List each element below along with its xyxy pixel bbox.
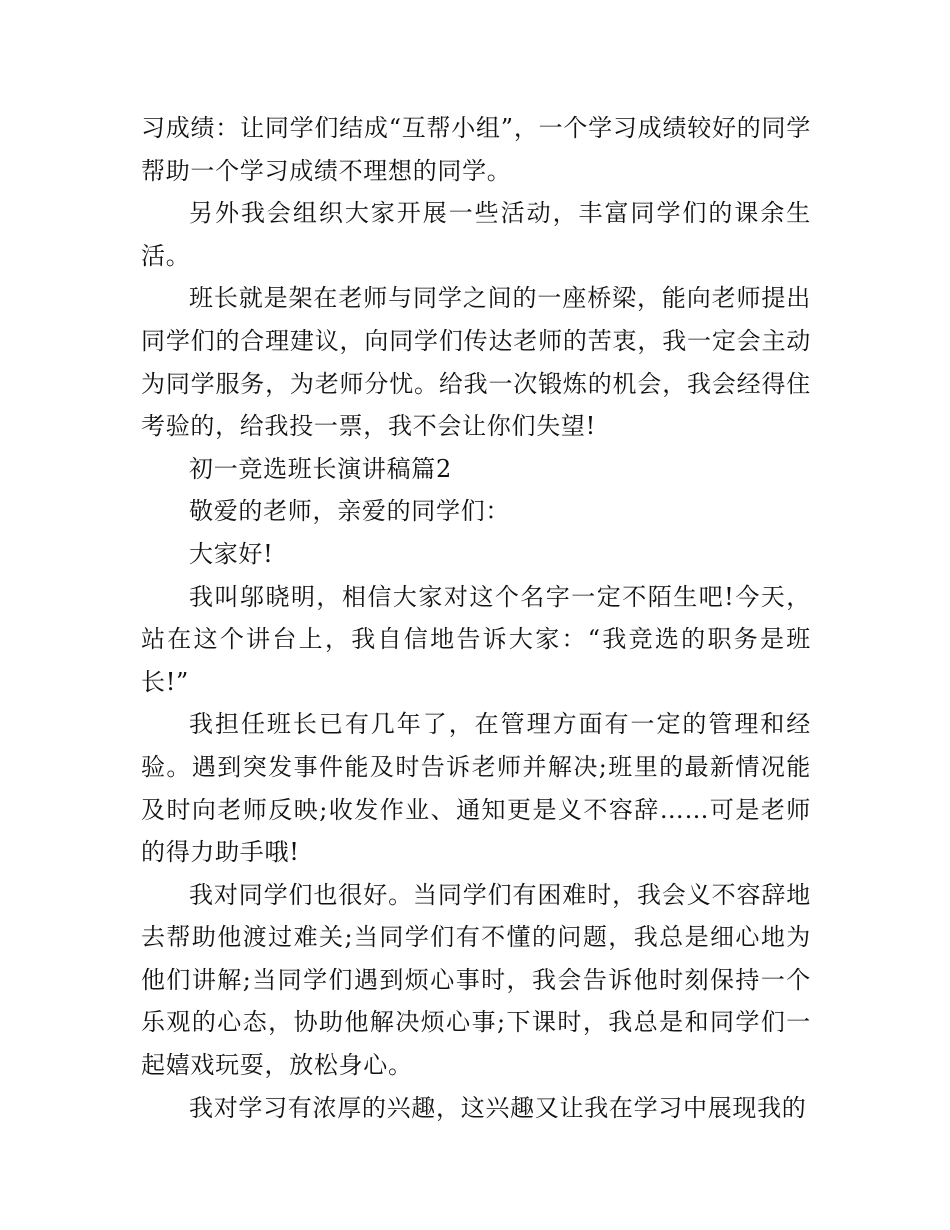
paragraph-classmates: 我对同学们也很好。当同学们有困难时，我会义不容辞地去帮助他渡过难关;当同学们有不懂的问题，我总是细心地为他们讲解;当同学们遇到烦心事时，我会告诉他时刻保持一个乐观的心态，协助他解决烦心事;下课时，我总是和同学们一起嬉戏玩耍，放松身心。 (141, 880, 811, 1080)
paragraph-introduction: 我叫邬晓明，相信大家对这个名字一定不陌生吧!今天，站在这个讲台上，我自信地告诉大家：“我竞选的职务是班长!” (141, 582, 811, 696)
paragraph-activities: 另外我会组织大家开展一些活动，丰富同学们的课余生活。 (141, 199, 811, 270)
section-heading: 初一竞选班长演讲稿篇2 (189, 454, 452, 483)
greeting: 大家好! (189, 539, 274, 568)
document-body (141, 107, 811, 1129)
paragraph-bridge: 班长就是架在老师与同学之间的一座桥梁，能向老师提出同学们的合理建议，向同学们传达老师的苦衷，我一定会主动为同学服务，为老师分忧。给我一次锻炼的机会，我会经得住考验的，给我投一票，我不会让你们失望! (141, 284, 811, 441)
paragraph-study-interest: 我对学习有浓厚的兴趣，这兴趣又让我在学习中展现我的 (189, 1093, 807, 1122)
paragraph-experience: 我担任班长已有几年了，在管理方面有一定的管理和经验。遇到突发事件能及时告诉老师并解决;班里的最新情况能及时向老师反映;收发作业、通知更是义不容辞……可是老师的得力助手哦! (141, 710, 811, 867)
salutation: 敬爱的老师，亲爱的同学们： (189, 497, 511, 526)
paragraph-continuation: 习成绩：让同学们结成“互帮小组”，一个学习成绩较好的同学帮助一个学习成绩不理想的同学。 (141, 114, 811, 185)
